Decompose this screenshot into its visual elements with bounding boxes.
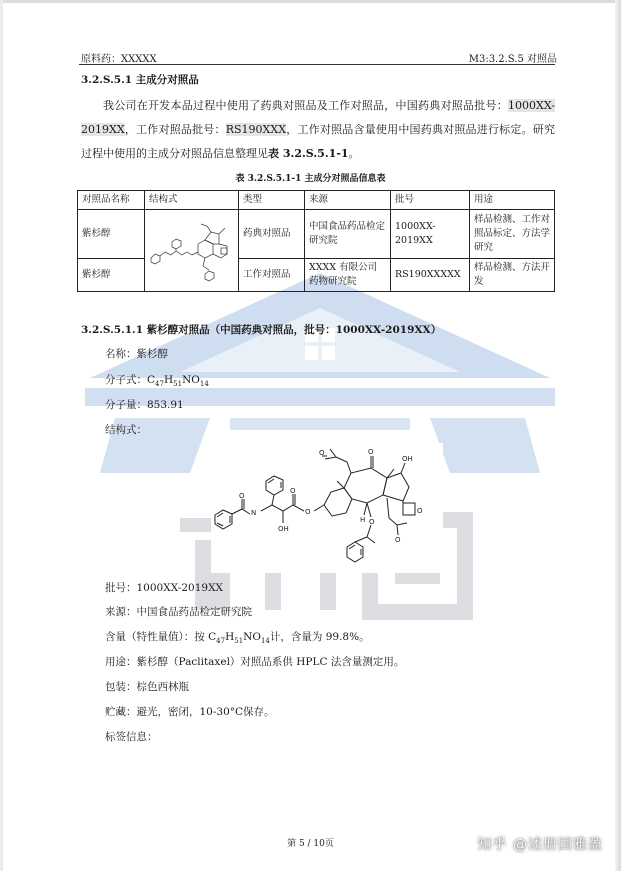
content-label: 含量（特性量值）：按 (105, 631, 205, 643)
atom-o-ester: O (290, 487, 296, 495)
col-header-source: 来源 (305, 191, 391, 210)
name-line (105, 346, 168, 361)
atom-o-oxetane: O (417, 507, 423, 515)
atom-o-link: O (305, 508, 311, 516)
paclitaxel-structure (211, 443, 443, 573)
batch-cp-highlight: 1000XX-2019XX (81, 99, 555, 136)
cell-type: 工作对照品 (239, 259, 305, 292)
atom-oh-top: OH (402, 455, 413, 463)
name-value: 紫杉醇 (136, 348, 168, 360)
storage-label: 贮藏： (105, 706, 137, 718)
header-divider (79, 64, 555, 65)
name-label: 名称： (105, 348, 137, 360)
atom-o-acetate-2: O (395, 536, 401, 544)
cell-source: XXXX 有限公司药物研究院 (305, 259, 391, 292)
section-title: 3.2.S.5.1 主成分对照品 (81, 74, 199, 86)
package-label: 包装： (105, 681, 137, 693)
use-label: 用途： (105, 656, 137, 668)
atom-o-acetate: O (319, 449, 325, 457)
para-part-2: ，工作对照品批号： (124, 123, 226, 136)
source-value: 中国食品药品检定研究院 (136, 606, 252, 618)
cell-use: 样品检测、方法开发 (470, 259, 555, 292)
batch-value: 1000XX-2019XX (136, 582, 224, 594)
mw-line (105, 397, 184, 412)
package-value: 棕色西林瓶 (136, 681, 189, 693)
batch-line (105, 580, 223, 595)
cell-type: 药典对照品 (239, 210, 305, 259)
reference-standard-table (77, 190, 555, 292)
structure-label: 结构式： (105, 424, 147, 436)
cell-name: 紫杉醇 (78, 210, 145, 259)
mw-value: 853.91 (147, 399, 184, 411)
cell-use: 样品检测、工作对照品标定、方法学研究 (470, 210, 555, 259)
col-header-use: 用途 (470, 191, 555, 210)
formula-label: 分子式： (105, 374, 147, 386)
molecular-formula: $C_{47}H_{51}NO_{14}$ (147, 374, 209, 389)
structure-figure (211, 443, 443, 573)
col-header-name: 对照品名称 (78, 191, 145, 210)
col-header-batch: 批号 (391, 191, 470, 210)
atom-nh: N (251, 509, 257, 517)
storage-value: 避光，密闭，10-30°C保存。 (136, 706, 275, 718)
formula-line (105, 372, 209, 388)
atom-oh-side: OH (278, 525, 289, 533)
cell-structure-image (145, 210, 239, 292)
atom-o-ketone: O (368, 448, 374, 456)
para-part-4: 。 (348, 147, 360, 160)
atom-o-benzoate: O (369, 518, 375, 526)
batch-label: 批号： (105, 582, 137, 594)
content-suffix: 计，含量为 99.8%。 (269, 631, 370, 643)
source-label: 来源： (105, 606, 137, 618)
section-paragraph (81, 94, 555, 166)
label-info: 标签信息： (105, 731, 158, 743)
page-number: 第 5 / 10页 (287, 839, 334, 849)
cell-source: 中国食品药品检定研究院 (305, 210, 391, 259)
atom-o-amide: O (239, 492, 245, 500)
cell-batch: 1000XX-2019XX (391, 210, 470, 259)
table-reference: 表 3.2.S.5.1-1 (268, 147, 349, 160)
package-line (105, 679, 189, 694)
para-part-3: ，工作对照品含量使用中国药典对照品进行标定。研究过程中使用的主成分对照品信息整理见 (81, 123, 556, 160)
source-watermark: 知乎 @述册国雅盈 (477, 837, 603, 853)
paclitaxel-structure-small (145, 214, 237, 288)
content-formula: $C_{47}H_{51}NO_{14}$ (208, 631, 270, 646)
table-row (78, 210, 555, 259)
subsection-title: 3.2.S.5.1.1 紫杉醇对照品（中国药典对照品，批号：1000XX-2019XX） (81, 324, 442, 336)
atom-h: H (360, 516, 366, 524)
col-header-structure: 结构式 (145, 191, 239, 210)
table-caption: 表 3.2.S.5.1-1 主成分对照品信息表 (235, 174, 386, 184)
header-left: 原料药：XXXXX (81, 54, 157, 65)
use-line (105, 654, 404, 669)
source-line (105, 604, 252, 619)
use-value: 紫杉醇（Paclitaxel）对照品系供 HPLC 法含量测定用。 (136, 656, 405, 668)
table-header-row (78, 191, 555, 210)
para-part-1: 我公司在开发本品过程中使用了药典对照品及工作对照品，中国药典对照品批号： (103, 99, 509, 112)
cell-batch: RS190XXXXX (391, 259, 470, 292)
mw-label: 分子量： (105, 399, 147, 411)
content-line (105, 629, 370, 645)
col-header-type: 类型 (239, 191, 305, 210)
cell-name: 紫杉醇 (78, 259, 145, 292)
batch-work-highlight: RS190XXX (225, 123, 287, 136)
storage-line (105, 704, 275, 719)
header-right: M3:3.2.S.5 对照品 (468, 54, 557, 65)
